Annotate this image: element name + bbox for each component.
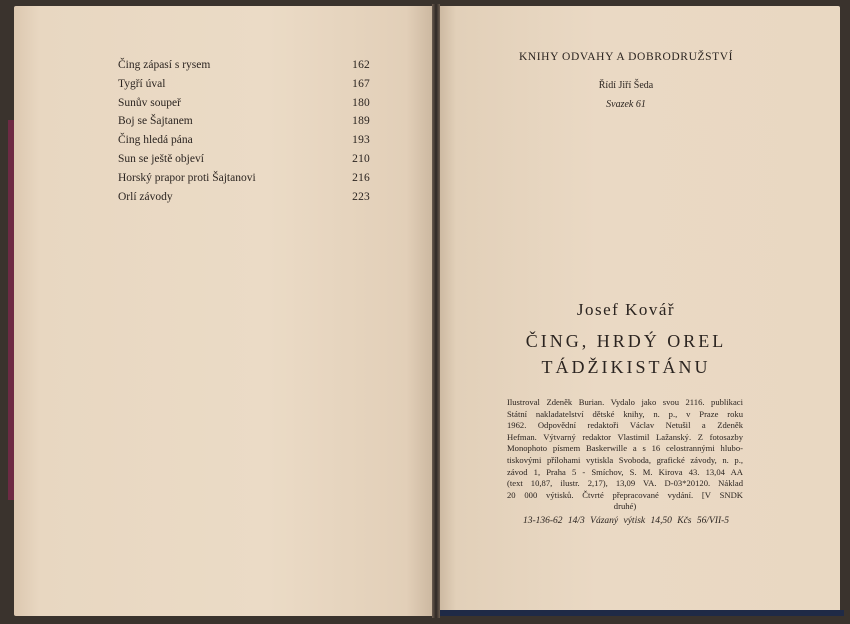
toc-entry [118, 188, 370, 207]
author-name: Josef Kovář [576, 300, 676, 319]
imprint-line: 20 000 výtisků. Čtvrté přepracované vydání. [V SNDK [507, 489, 743, 500]
toc-entry-page: 223 [352, 190, 370, 203]
toc-entry-title: Tygří úval [118, 77, 166, 90]
toc-entry [118, 94, 370, 113]
imprint-line: (text 10,87, ilustr. 2,17), 13,09 VA. D-03*20120. Náklad [507, 478, 743, 489]
cover-bottom-strip [440, 610, 844, 616]
toc-entry-title: Sun se ještě objeví [118, 152, 204, 165]
toc-entry-title: Sunův soupeř [118, 96, 181, 109]
imprint-line: tiskovými přílohami vytiskla Svoboda, grafické závody, n. p., [507, 454, 743, 465]
toc-entry-page: 167 [352, 77, 370, 90]
book-title-line-2: TÁDŽIKISTÁNU [541, 357, 711, 377]
volume-number: Svazek 61 [606, 99, 646, 110]
series-editor: Řídí Jiří Šeda [598, 80, 654, 91]
toc-entry-page: 162 [352, 59, 370, 71]
imprint-line: Hefman. Výtvarný redaktor Vlastimil Lažanský. Z fotosazby [507, 431, 743, 442]
toc-entry-page: 189 [352, 115, 370, 128]
toc-entry [118, 56, 370, 75]
toc-entry [118, 131, 370, 150]
toc-entry-page: 193 [352, 134, 370, 147]
toc-entry-page: 210 [352, 152, 370, 165]
imprint-line: závod 1, Praha 5 - Smíchov, S. M. Kirova 43. 13,04 AA [507, 466, 743, 477]
imprint-block [507, 397, 743, 513]
toc-entry-title: Čing zápasí s rysem [118, 59, 211, 71]
toc-entry [118, 150, 370, 169]
toc-entry-title: Orlí závody [118, 190, 173, 203]
toc-entry-page: 216 [352, 171, 370, 184]
toc-entry-title: Boj se Šajtanem [118, 115, 193, 128]
toc-entry [118, 169, 370, 188]
imprint-line: Státní nakladatelství dětské knihy, n. p., v Praze roku [507, 408, 743, 419]
catalog-codes: 13-136-62 14/3 Vázaný výtisk 14,50 Kčs 56/VII-5 [522, 516, 730, 526]
imprint-line: druhé) [613, 501, 637, 512]
imprint-line: 1962. Odpovědní redaktoři Václav Netušil a Zdeněk [507, 420, 743, 431]
toc-entry-title: Čing hledá pána [118, 134, 193, 147]
book-gutter [432, 4, 440, 618]
book-title-line-1: ČING, HRDÝ OREL [525, 331, 727, 351]
imprint-line: Monophoto písmem Baskerwille a s 16 celostrannými hlubo- [507, 443, 743, 454]
toc-entry-title: Horský prapor proti Šajtanovi [118, 171, 256, 184]
toc-entry-page: 180 [352, 96, 370, 109]
toc-entry [118, 75, 370, 94]
imprint-line: Ilustroval Zdeněk Burian. Vydalo jako svou 2116. publikaci [507, 397, 743, 407]
toc-entry [118, 112, 370, 131]
series-name: KNIHY ODVAHY A DOBRODRUŽSTVÍ [518, 51, 734, 63]
table-of-contents [118, 56, 370, 206]
